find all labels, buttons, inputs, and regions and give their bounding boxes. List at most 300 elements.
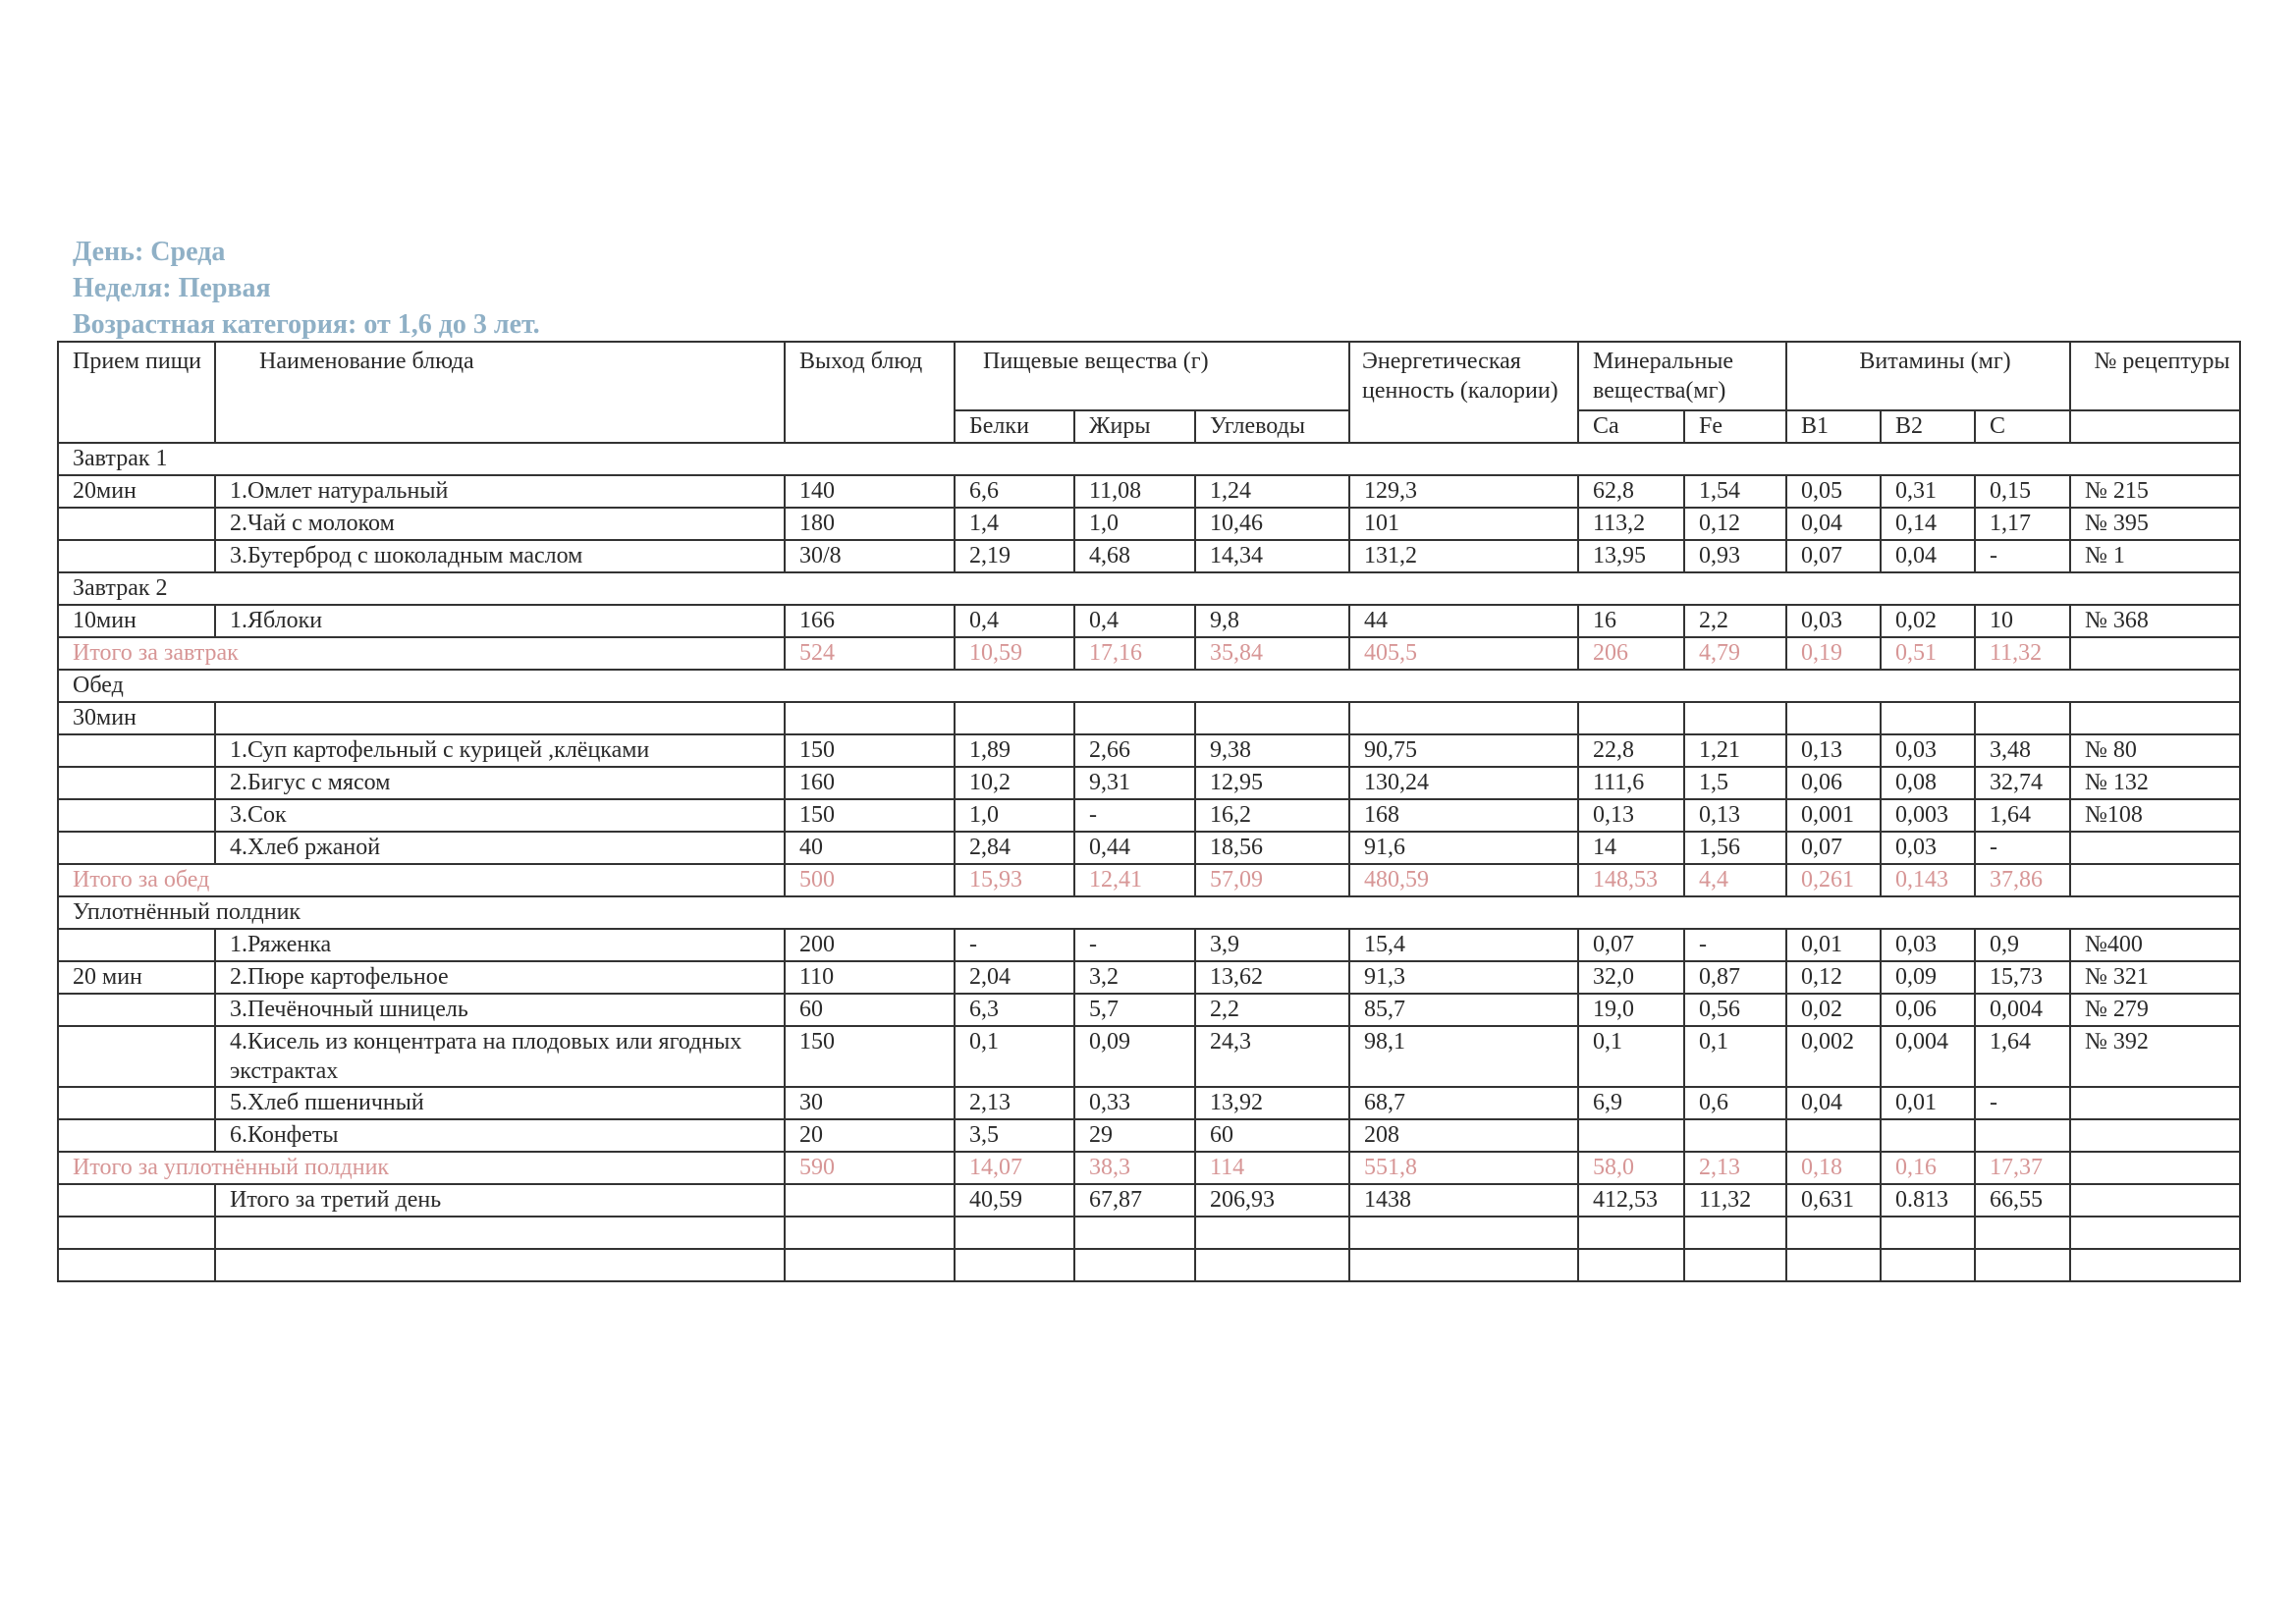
protein-cell: 0,1 [955,1026,1074,1087]
yield-cell: 500 [785,864,955,896]
fat-cell: 1,0 [1074,508,1195,540]
fe-cell: 4,4 [1684,864,1786,896]
ca-cell: 113,2 [1578,508,1684,540]
fat-cell: 12,41 [1074,864,1195,896]
protein-cell: 2,04 [955,961,1074,994]
b2-cell: 0,01 [1881,1087,1975,1119]
b1-cell: 0,002 [1786,1026,1881,1087]
meal-time-cell: 10мин [58,605,215,637]
ca-cell: 19,0 [1578,994,1684,1026]
table-row [58,734,2240,767]
b2-cell: 0,16 [1881,1152,1975,1184]
col-meal-header: Прием пищи [58,342,215,443]
c-cell: - [1975,1087,2070,1119]
b1-cell [1786,1249,1881,1281]
c-cell: - [1975,832,2070,864]
fat-cell: 38,3 [1074,1152,1195,1184]
yield-cell: 30 [785,1087,955,1119]
fat-cell: 2,66 [1074,734,1195,767]
energy-cell: 85,7 [1349,994,1578,1026]
meal-time-cell [58,734,215,767]
yield-cell: 200 [785,929,955,961]
carbs-cell: 60 [1195,1119,1349,1152]
week-label: Неделя: Первая [73,273,271,303]
table-row [58,1184,2240,1217]
meal-time-cell [58,1249,215,1281]
total-row [58,1152,2240,1184]
yield-cell: 160 [785,767,955,799]
c-cell: 3,48 [1975,734,2070,767]
fe-cell: 1,56 [1684,832,1786,864]
fe-cell: 0,6 [1684,1087,1786,1119]
recipe-cell [2070,1249,2240,1281]
energy-cell: 101 [1349,508,1578,540]
carbs-cell: 16,2 [1195,799,1349,832]
recipe-cell: № 1 [2070,540,2240,572]
c-cell [1975,1217,2070,1249]
fe-cell: 0,93 [1684,540,1786,572]
fat-cell: 4,68 [1074,540,1195,572]
yield-cell [785,1249,955,1281]
total-label: Итого за обед [58,864,785,896]
ca-cell [1578,702,1684,734]
protein-cell: 6,6 [955,475,1074,508]
c-cell: 66,55 [1975,1184,2070,1217]
b2-cell: 0.813 [1881,1184,1975,1217]
fat-cell: 29 [1074,1119,1195,1152]
col-protein-header: Белки [955,410,1074,443]
meal-time-cell [58,799,215,832]
table-row [58,994,2240,1026]
energy-cell [1349,1249,1578,1281]
recipe-cell: № 321 [2070,961,2240,994]
b2-cell: 0,04 [1881,540,1975,572]
protein-cell [955,1249,1074,1281]
ca-cell: 148,53 [1578,864,1684,896]
yield-cell: 524 [785,637,955,670]
age-category-label: Возрастная категория: от 1,6 до 3 лет. [73,309,540,340]
c-cell: 0,004 [1975,994,2070,1026]
recipe-cell: № 80 [2070,734,2240,767]
total-label: Итого за завтрак [58,637,785,670]
yield-cell: 180 [785,508,955,540]
protein-cell: 6,3 [955,994,1074,1026]
ca-cell: 32,0 [1578,961,1684,994]
meal-time-cell [58,1087,215,1119]
b1-cell: 0,12 [1786,961,1881,994]
table-row [58,475,2240,508]
carbs-cell: 57,09 [1195,864,1349,896]
b1-cell: 0,04 [1786,1087,1881,1119]
energy-cell: 129,3 [1349,475,1578,508]
protein-cell: 0,4 [955,605,1074,637]
table-row [58,605,2240,637]
dish-name-cell [215,1249,785,1281]
dish-name-cell: 5.Хлеб пшеничный [215,1087,785,1119]
protein-cell: 40,59 [955,1184,1074,1217]
table-row [58,961,2240,994]
recipe-cell: № 395 [2070,508,2240,540]
b2-cell [1881,1217,1975,1249]
protein-cell [955,1217,1074,1249]
c-cell: 11,32 [1975,637,2070,670]
recipe-cell [2070,1184,2240,1217]
b1-cell: 0,13 [1786,734,1881,767]
energy-cell: 168 [1349,799,1578,832]
recipe-cell: №108 [2070,799,2240,832]
recipe-cell [2070,1119,2240,1152]
yield-cell [785,1184,955,1217]
protein-cell: 15,93 [955,864,1074,896]
fe-cell [1684,702,1786,734]
section-label: Завтрак 1 [58,443,2240,475]
dish-name-cell: 6.Конфеты [215,1119,785,1152]
meal-time-cell: 30мин [58,702,215,734]
protein-cell: 3,5 [955,1119,1074,1152]
b1-cell: 0,01 [1786,929,1881,961]
ca-cell: 16 [1578,605,1684,637]
yield-cell: 110 [785,961,955,994]
b2-cell: 0,51 [1881,637,1975,670]
c-cell: 1,17 [1975,508,2070,540]
section-label: Обед [58,670,2240,702]
c-cell [1975,702,2070,734]
section-row [58,572,2240,605]
carbs-cell [1195,702,1349,734]
col-vitamins-header: Витамины (мг) [1786,342,2070,410]
fe-cell: 2,2 [1684,605,1786,637]
ca-cell [1578,1217,1684,1249]
fat-cell: 0,4 [1074,605,1195,637]
table-row [58,1119,2240,1152]
fe-cell: 1,54 [1684,475,1786,508]
c-cell: 1,64 [1975,1026,2070,1087]
yield-cell [785,702,955,734]
b2-cell: 0,03 [1881,929,1975,961]
fat-cell [1074,1217,1195,1249]
dish-name-cell: 2.Бигус с мясом [215,767,785,799]
energy-cell: 44 [1349,605,1578,637]
fe-cell: 0,87 [1684,961,1786,994]
carbs-cell: 1,24 [1195,475,1349,508]
carbs-cell: 206,93 [1195,1184,1349,1217]
fat-cell: 9,31 [1074,767,1195,799]
carbs-cell: 12,95 [1195,767,1349,799]
table-row [58,540,2240,572]
section-row [58,896,2240,929]
dish-name-cell: 3.Сок [215,799,785,832]
ca-cell: 14 [1578,832,1684,864]
yield-cell: 150 [785,734,955,767]
carbs-cell: 114 [1195,1152,1349,1184]
energy-cell: 91,6 [1349,832,1578,864]
dish-name-cell: 2.Пюре картофельное [215,961,785,994]
b1-cell [1786,1217,1881,1249]
energy-cell [1349,702,1578,734]
ca-cell [1578,1249,1684,1281]
protein-cell: 1,0 [955,799,1074,832]
recipe-cell [2070,1217,2240,1249]
table-row [58,702,2240,734]
protein-cell: 10,2 [955,767,1074,799]
recipe-cell [2070,832,2240,864]
ca-cell: 0,1 [1578,1026,1684,1087]
b1-cell: 0,04 [1786,508,1881,540]
fat-cell: 11,08 [1074,475,1195,508]
fe-cell [1684,1217,1786,1249]
fe-cell: 1,21 [1684,734,1786,767]
meal-time-cell [58,1217,215,1249]
meal-time-cell: 20мин [58,475,215,508]
fat-cell: 17,16 [1074,637,1195,670]
day-label: День: Среда [73,237,226,267]
fe-cell: 0,13 [1684,799,1786,832]
total-row [58,637,2240,670]
section-label: Завтрак 2 [58,572,2240,605]
c-cell: 0,15 [1975,475,2070,508]
b2-cell: 0,003 [1881,799,1975,832]
b2-cell: 0,08 [1881,767,1975,799]
c-cell [1975,1249,2070,1281]
energy-cell: 90,75 [1349,734,1578,767]
protein-cell: 14,07 [955,1152,1074,1184]
b1-cell: 0,07 [1786,832,1881,864]
section-label: Уплотнённый полдник [58,896,2240,929]
table-row [58,767,2240,799]
energy-cell: 551,8 [1349,1152,1578,1184]
energy-cell: 480,59 [1349,864,1578,896]
dish-name-cell: 1.Омлет натуральный [215,475,785,508]
b2-cell [1881,1249,1975,1281]
recipe-cell [2070,1087,2240,1119]
dish-name-cell: 4.Кисель из концентрата на плодовых или ягодных экстрактах [215,1026,785,1087]
b2-cell: 0,14 [1881,508,1975,540]
yield-cell: 20 [785,1119,955,1152]
dish-name-cell: 1.Яблоки [215,605,785,637]
energy-cell: 91,3 [1349,961,1578,994]
carbs-cell: 9,8 [1195,605,1349,637]
energy-cell: 131,2 [1349,540,1578,572]
fe-cell [1684,1119,1786,1152]
fe-cell: 4,79 [1684,637,1786,670]
col-recipe-subheader [2070,410,2240,443]
table-row [58,832,2240,864]
total-label: Итого за уплотнённый полдник [58,1152,785,1184]
meal-time-cell [58,1026,215,1087]
table-row [58,929,2240,961]
protein-cell: 1,4 [955,508,1074,540]
recipe-cell: № 215 [2070,475,2240,508]
c-cell: 1,64 [1975,799,2070,832]
c-cell [1975,1119,2070,1152]
fat-cell: 67,87 [1074,1184,1195,1217]
section-row [58,670,2240,702]
carbs-cell: 24,3 [1195,1026,1349,1087]
table-row [58,1217,2240,1249]
fe-cell: 0,12 [1684,508,1786,540]
dish-name-cell: 1.Суп картофельный с курицей ,клёцками [215,734,785,767]
table-body [58,443,2240,1281]
col-dish-header: Наименование блюда [215,342,785,443]
b1-cell: 0,05 [1786,475,1881,508]
col-yield-header: Выход блюд [785,342,955,443]
yield-cell: 140 [785,475,955,508]
b2-cell: 0,03 [1881,832,1975,864]
b2-cell: 0,004 [1881,1026,1975,1087]
ca-cell: 0,07 [1578,929,1684,961]
table-head [58,342,2240,443]
fe-cell: 2,13 [1684,1152,1786,1184]
b1-cell: 0,07 [1786,540,1881,572]
b2-cell: 0,02 [1881,605,1975,637]
c-cell: 17,37 [1975,1152,2070,1184]
protein-cell: 1,89 [955,734,1074,767]
carbs-cell: 14,34 [1195,540,1349,572]
carbs-cell: 35,84 [1195,637,1349,670]
table-row [58,799,2240,832]
col-minerals-header: Минеральные вещества(мг) [1578,342,1786,410]
protein-cell: 2,19 [955,540,1074,572]
meal-time-cell [58,540,215,572]
fe-cell: 11,32 [1684,1184,1786,1217]
col-ca-header: Ca [1578,410,1684,443]
section-row [58,443,2240,475]
b1-cell: 0,631 [1786,1184,1881,1217]
table-row [58,1249,2240,1281]
table-row [58,1026,2240,1087]
b2-cell: 0,31 [1881,475,1975,508]
protein-cell: 2,84 [955,832,1074,864]
col-fe-header: Fe [1684,410,1786,443]
b1-cell: 0,03 [1786,605,1881,637]
carbs-cell: 18,56 [1195,832,1349,864]
c-cell: 37,86 [1975,864,2070,896]
carbs-cell: 13,62 [1195,961,1349,994]
col-energy-header: Энергетическая ценность (калории) [1349,342,1578,443]
dish-name-cell: 3.Печёночный шницель [215,994,785,1026]
fat-cell: 0,33 [1074,1087,1195,1119]
b1-cell [1786,702,1881,734]
recipe-cell: № 132 [2070,767,2240,799]
dish-name-cell: 1.Ряженка [215,929,785,961]
fat-cell [1074,702,1195,734]
energy-cell: 1438 [1349,1184,1578,1217]
b1-cell: 0,261 [1786,864,1881,896]
c-cell: 0,9 [1975,929,2070,961]
col-carbs-header: Углеводы [1195,410,1349,443]
energy-cell: 130,24 [1349,767,1578,799]
fat-cell: - [1074,799,1195,832]
carbs-cell [1195,1249,1349,1281]
ca-cell: 111,6 [1578,767,1684,799]
carbs-cell: 10,46 [1195,508,1349,540]
dish-name-cell [215,1217,785,1249]
col-recipe-header: № рецептуры [2070,342,2240,410]
col-c-header: C [1975,410,2070,443]
b2-cell [1881,702,1975,734]
recipe-cell [2070,702,2240,734]
dish-name-cell: 3.Бутерброд с шоколадным маслом [215,540,785,572]
yield-cell: 150 [785,799,955,832]
b2-cell: 0,143 [1881,864,1975,896]
yield-cell: 60 [785,994,955,1026]
meal-time-cell [58,1119,215,1152]
b2-cell [1881,1119,1975,1152]
col-b1-header: B1 [1786,410,1881,443]
c-cell: 15,73 [1975,961,2070,994]
yield-cell: 166 [785,605,955,637]
energy-cell: 208 [1349,1119,1578,1152]
fe-cell: 0,56 [1684,994,1786,1026]
fat-cell: 3,2 [1074,961,1195,994]
energy-cell: 405,5 [1349,637,1578,670]
meal-time-cell [58,1184,215,1217]
total-row [58,864,2240,896]
yield-cell [785,1217,955,1249]
table-row [58,1087,2240,1119]
fe-cell: 1,5 [1684,767,1786,799]
fat-cell: 0,44 [1074,832,1195,864]
ca-cell: 13,95 [1578,540,1684,572]
recipe-cell [2070,637,2240,670]
table-row [58,508,2240,540]
ca-cell: 58,0 [1578,1152,1684,1184]
carbs-cell: 9,38 [1195,734,1349,767]
fe-cell [1684,1249,1786,1281]
ca-cell: 0,13 [1578,799,1684,832]
ca-cell: 206 [1578,637,1684,670]
b2-cell: 0,03 [1881,734,1975,767]
col-fat-header: Жиры [1074,410,1195,443]
c-cell: 10 [1975,605,2070,637]
meal-time-cell [58,929,215,961]
meal-time-cell [58,508,215,540]
b2-cell: 0,06 [1881,994,1975,1026]
ca-cell: 62,8 [1578,475,1684,508]
energy-cell: 15,4 [1349,929,1578,961]
dish-name-cell [215,702,785,734]
meal-time-cell: 20 мин [58,961,215,994]
document-header [73,234,540,343]
b1-cell: 0,18 [1786,1152,1881,1184]
c-cell: - [1975,540,2070,572]
yield-cell: 30/8 [785,540,955,572]
menu-table [57,341,2241,1282]
carbs-cell: 2,2 [1195,994,1349,1026]
recipe-cell: № 279 [2070,994,2240,1026]
meal-time-cell [58,767,215,799]
protein-cell: - [955,929,1074,961]
carbs-cell: 3,9 [1195,929,1349,961]
recipe-cell: № 368 [2070,605,2240,637]
fat-cell: 5,7 [1074,994,1195,1026]
b1-cell [1786,1119,1881,1152]
energy-cell: 68,7 [1349,1087,1578,1119]
recipe-cell: №400 [2070,929,2240,961]
meal-time-cell [58,832,215,864]
fat-cell: - [1074,929,1195,961]
fe-cell: 0,1 [1684,1026,1786,1087]
b1-cell: 0,19 [1786,637,1881,670]
energy-cell: 98,1 [1349,1026,1578,1087]
carbs-cell [1195,1217,1349,1249]
ca-cell [1578,1119,1684,1152]
recipe-cell [2070,864,2240,896]
meal-time-cell [58,994,215,1026]
recipe-cell: № 392 [2070,1026,2240,1087]
dish-name-cell: Итого за третий день [215,1184,785,1217]
dish-name-cell: 4.Хлеб ржаной [215,832,785,864]
